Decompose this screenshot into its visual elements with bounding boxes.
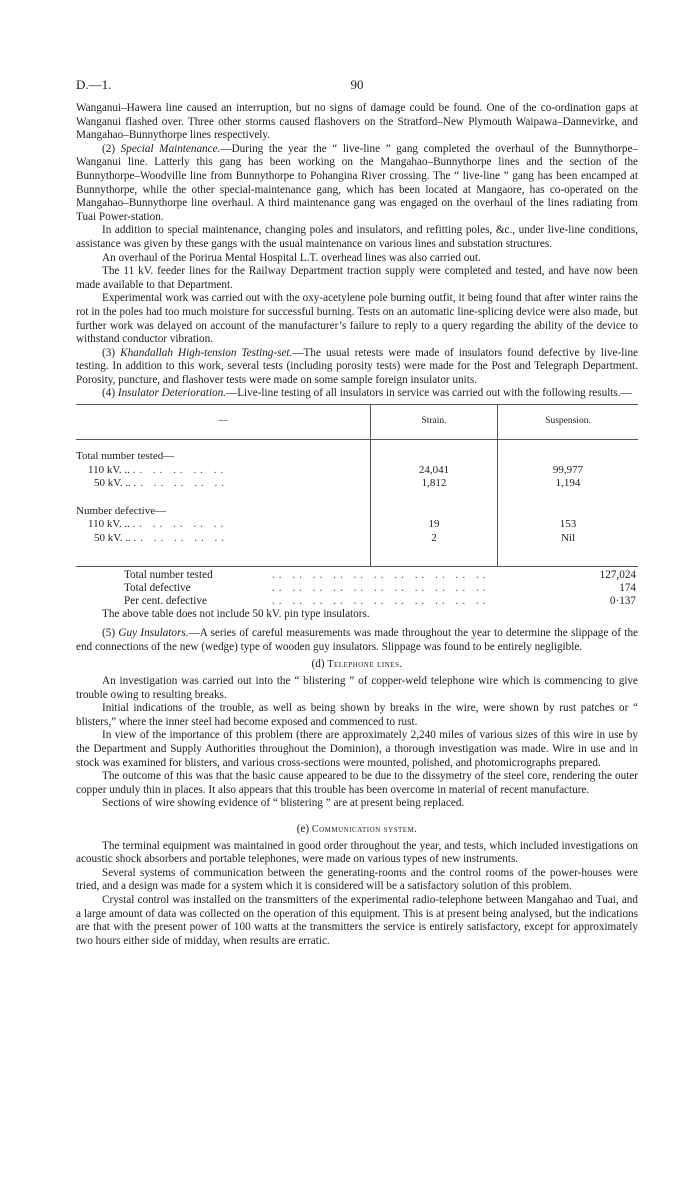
paragraph: The 11 kV. feeder lines for the Railway Department traction supply were completed and tested, and have now been made available to that Department. xyxy=(76,265,638,291)
section-heading-telephone: (d) Telephone lines. xyxy=(311,658,403,671)
summary-value: 127,024 xyxy=(599,568,636,581)
table-group-row xyxy=(76,450,638,464)
table-row: 50 kV. .. .. .. .. .. .. 1,812 1,194 xyxy=(76,477,638,491)
paragraph: In view of the importance of this problem (there are approximately 2,240 miles of various sizes of this wire in use by the Department and Supply Authorities throughout the Dominion), a thorough investigation was made. Wire in use and in stock was examined for blisters, and various cross-sections were mounted, polished, and photomicrographs prepared. xyxy=(76,729,638,769)
series-code: D.—1. xyxy=(76,77,112,92)
special-maintenance-paragraph: (2) Special Maintenance.—During the year the “ live-line ” gang completed the overhaul of the Bunnythorpe–Wanganui line. Latterly this gang has been working on the Mangahao–Bunnythorpe lines and the section of the Bunnythorpe–Woodville line from Bunnythorpe to Pohangina River crossing. The “ live-line ” gang has been encamped at Bunnythorpe, while the other special-maintenance gang, which has been located at Mangaore, has co-operated on the Mangahao–Bunnythorpe line overhaul. A third maintenance gang was engaged on the overhaul of the lines radiating from Tuai Power-station. xyxy=(76,142,639,223)
paragraph: The terminal equipment was maintained in good order throughout the year, and tests, which included investigations on acoustic shock absorbers and portable telephones, were made on various types of new instruments. xyxy=(76,839,638,866)
strain-cell: 19 xyxy=(371,518,498,532)
special-maintenance-title: Special Maintenance. xyxy=(120,142,221,155)
guy-insulators-title: Guy Insulators. xyxy=(118,627,189,640)
page-number: 90 xyxy=(350,77,364,92)
strain-cell: 2 xyxy=(371,532,498,546)
khandallah-paragraph: (3) Khandallah High-tension Testing-set.—The usual retests were made of insulators found defective by live-line testing. In addition to this work, several tests (including porosity tests) were made for the Post and Telegraph Department. Porosity, puncture, and flashover tests were made on some sample foreign insulator units. xyxy=(76,346,639,386)
paragraph: Wanganui–Hawera line caused an interruption, but no signs of damage could be found. One of the co-ordination gaps at Wanganui flashed over. Three other storms caused flashovers on the Stratford–New Plymouth Waipawa–Dannevirke, and Mangahao–Bunnythorpe lines respectively. xyxy=(76,102,638,142)
suspension-cell: 99,977 xyxy=(498,464,639,478)
suspension-cell: 153 xyxy=(498,518,639,532)
summary-block xyxy=(124,569,636,608)
khandallah-title: Khandallah High-tension Testing-set. xyxy=(120,346,293,359)
page-header xyxy=(76,78,638,102)
summary-label: Total defective xyxy=(124,581,191,594)
table-row: 110 kV. .. .. .. .. .. .. 24,041 99,977 xyxy=(76,464,638,478)
paragraph: The outcome of this was that the basic cause appeared to be due to the dissymetry of the steel core, rendering the outer copper unduly thin in places. It also appears that this trouble has been overcome in material of recent manufacture. xyxy=(76,770,638,796)
paragraph: Experimental work was carried out with the oxy-acetylene pole burning outfit, it being found that after winter rains the rot in the poles had too much moisture for successful burning. Tests on an automatic line-splicing device were also made, but further work was delayed on account of the manufacturer’s failure to reply to a query regarding the ability of the device to withstand conductor vibration. xyxy=(76,292,638,346)
table-note: The above table does not include 50 kV. pin type insulators. xyxy=(102,607,370,620)
row-label: 50 kV. .. xyxy=(94,532,131,545)
table-row: 50 kV. .. .. .. .. .. .. 2 Nil xyxy=(76,532,638,546)
suspension-cell: Nil xyxy=(498,532,639,546)
strain-cell: 24,041 xyxy=(371,464,498,478)
table-header-cell: — xyxy=(76,405,371,440)
summary-value: 174 xyxy=(619,581,636,594)
paragraph: In addition to special maintenance, changing poles and insulators, and refitting poles, &c., under live-line conditions, assistance was given by these gangs with the usual maintenance on various lines and substation structures. xyxy=(76,224,638,250)
insulator-deterioration-paragraph: (4) Insulator Deterioration.—Live-line testing of all insulators in service was carried out with the following results.— xyxy=(102,387,632,400)
insulator-results-table xyxy=(76,404,638,567)
group-label: Number defective— xyxy=(76,504,167,517)
insulator-deterioration-title: Insulator Deterioration. xyxy=(117,387,226,400)
table-header-row xyxy=(76,405,638,440)
paragraph: Crystal control was installed on the transmitters of the experimental radio-telephone between Mangahao and Tuai, and a large amount of data was collected on the operation of this equipment. This is at present being analysed, but the indications are that with the present power of 100 watts at the transmitters the service is entirely satisfactory, except for approximately two hours either side of midday, when results are erratic. xyxy=(76,893,638,947)
paragraph: Several systems of communication between the generating-rooms and the control rooms of the power-houses were tried, and a design was made for a system which it is considered will be a satisfactory solution of this problem. xyxy=(76,866,638,893)
table-header-cell: Strain. xyxy=(371,405,498,440)
section-heading-communication: (e) Communication system. xyxy=(296,822,418,835)
summary-row: Total defective .. .. .. .. .. .. .. .. .. .. .. 174 xyxy=(124,581,636,594)
paragraph: An overhaul of the Porirua Mental Hospital L.T. overhead lines was also carried out. xyxy=(102,251,481,264)
row-label: 110 kV. .. xyxy=(88,463,130,476)
paragraph: An investigation was carried out into the “ blistering ” of copper-weld telephone wire which is commencing to give trouble owing to resulting breaks. xyxy=(76,675,638,701)
paragraph: Sections of wire showing evidence of “ blistering ” are at present being replaced. xyxy=(102,797,465,810)
table-group-row xyxy=(76,505,638,519)
summary-label: Per cent. defective xyxy=(124,594,207,607)
row-label: 50 kV. .. xyxy=(94,477,131,490)
paragraph: Initial indications of the trouble, as well as being shown by breaks in the wire, were shown by rust patches or “ blisters,” where the inner steel had become exposed and commenced to rust. xyxy=(76,702,638,728)
group-label: Total number tested— xyxy=(76,450,175,463)
summary-row: Per cent. defective .. .. .. .. .. .. .. .. .. .. .. 0·137 xyxy=(124,594,636,607)
table-header-cell: Suspension. xyxy=(498,405,639,440)
summary-value: 0·137 xyxy=(609,594,636,607)
strain-cell: 1,812 xyxy=(371,477,498,491)
guy-insulators-paragraph: (5) Guy Insulators.—A series of careful measurements was made throughout the year to determine the slippage of the end connections of the new (wedge) type of wooden guy insulators. Slippage was found to be entirely negligible. xyxy=(76,627,639,653)
summary-label: Total number tested xyxy=(124,568,213,581)
suspension-cell: 1,194 xyxy=(498,477,639,491)
row-label: 110 kV. .. xyxy=(88,518,130,531)
summary-row: Total number tested .. .. .. .. .. .. .. .. .. .. .. 127,024 xyxy=(124,568,636,581)
table-row: 110 kV. .. .. .. .. .. .. 19 153 xyxy=(76,518,638,532)
